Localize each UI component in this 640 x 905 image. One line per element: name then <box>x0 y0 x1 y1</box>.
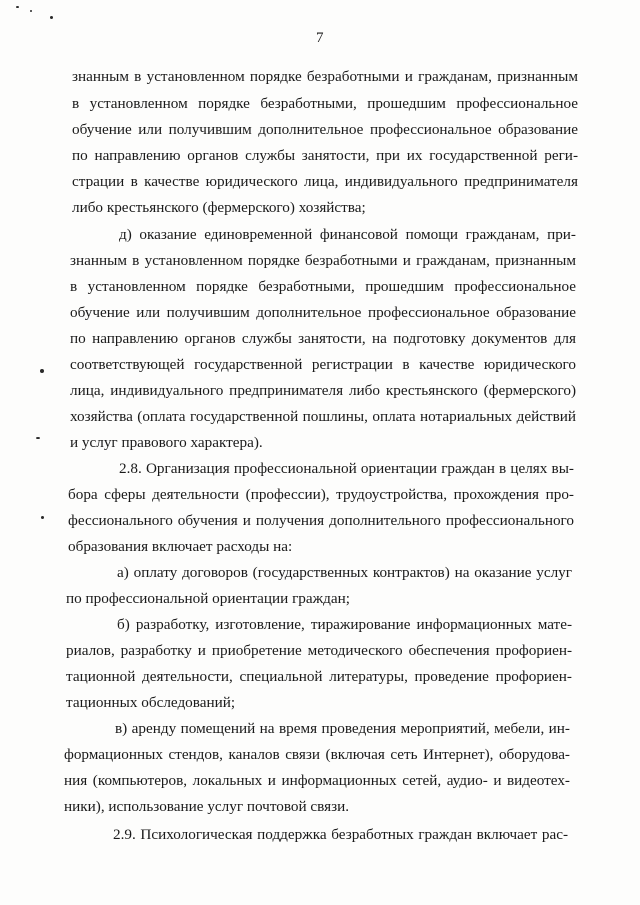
text-line: 2.8. Организация профессиональной ориентации граждан в целях вы- <box>119 460 574 477</box>
text-line: бора сферы деятельности (профессии), трудоустройства, прохождения про- <box>68 486 574 503</box>
text-line: ники), использование услуг почтовой связи. <box>64 798 350 815</box>
text-line: д) оказание единовременной финансовой помощи гражданам, при- <box>119 226 576 243</box>
text-line: по профессиональной ориентации граждан; <box>66 590 350 607</box>
text-line: в установленном порядке безработными, прошедшим профессиональное <box>70 278 576 295</box>
text-line: ния (компьютеров, локальных и информационных сетей, аудио- и видеотех- <box>64 772 570 789</box>
page-number: 7 <box>316 30 324 46</box>
text-line: знанным в установленном порядке безработными и гражданам, признанным <box>70 252 576 269</box>
text-line: обучение или получившим дополнительное профессиональное образование <box>72 121 578 138</box>
text-line: и услуг правового характера). <box>70 434 263 451</box>
text-line: либо крестьянского (фермерского) хозяйства; <box>72 199 366 216</box>
text-line: в установленном порядке безработными, прошедшим профессиональное <box>72 95 578 112</box>
text-line: риалов, разработку и приобретение методического обеспечения профориен- <box>66 642 572 659</box>
text-line: по направлению органов службы занятости, на подготовку документов для <box>70 330 576 347</box>
text-line: а) оплату договоров (государственных контрактов) на оказание услуг <box>117 564 572 581</box>
text-line: страции в качестве юридического лица, индивидуального предпринимателя <box>72 173 578 190</box>
text-line: фессионального обучения и получения дополнительного профессионального <box>68 512 574 529</box>
text-line: знанным в установленном порядке безработными и гражданам, признанным <box>72 68 578 85</box>
text-line: тационных обследований; <box>66 694 236 711</box>
text-line: хозяйства (оплата государственной пошлины, оплата нотариальных действий <box>70 408 576 425</box>
text-line: по направлению органов службы занятости, при их государственной реги- <box>72 147 578 164</box>
text-line: б) разработку, изготовление, тиражирование информационных мате- <box>117 616 572 633</box>
text-line: формационных стендов, каналов связи (включая сеть Интернет), оборудова- <box>64 746 570 763</box>
scan-speck <box>40 369 44 373</box>
scan-speck <box>36 437 40 439</box>
text-line: образования включает расходы на: <box>68 538 293 555</box>
scan-speck <box>16 6 19 8</box>
text-line: соответствующей государственной регистрации в качестве юридического <box>70 356 576 373</box>
text-line: обучение или получившим дополнительное профессиональное образование <box>70 304 576 321</box>
text-line: 2.9. Психологическая поддержка безработных граждан включает рас- <box>113 826 568 843</box>
text-line: тационной деятельности, специальной литературы, проведение профориен- <box>66 668 572 685</box>
text-line: в) аренду помещений на время проведения мероприятий, мебели, ин- <box>115 720 570 737</box>
scan-speck <box>30 10 32 12</box>
scan-speck <box>41 516 44 519</box>
scan-speck <box>50 16 53 19</box>
text-line: лица, индивидуального предпринимателя либо крестьянского (фермерского) <box>70 382 576 399</box>
